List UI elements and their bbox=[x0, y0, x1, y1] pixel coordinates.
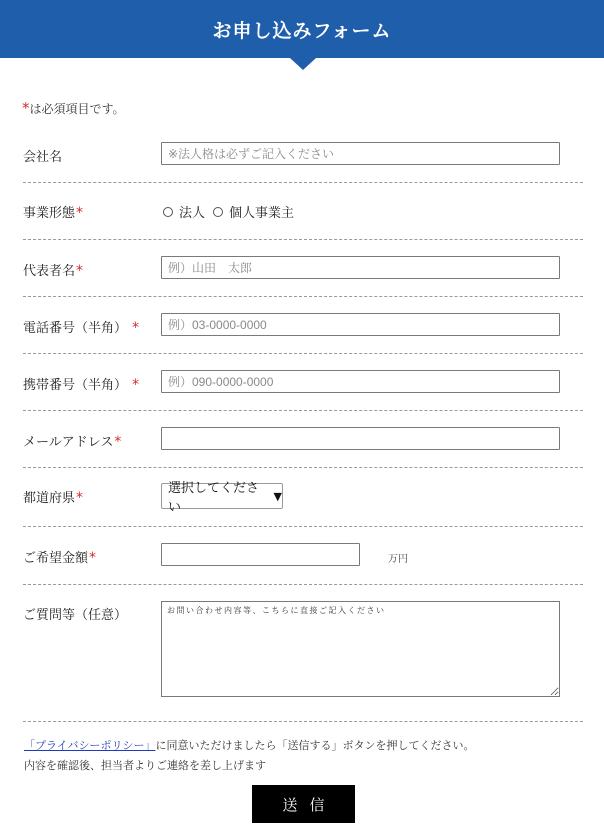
divider bbox=[23, 526, 583, 527]
divider bbox=[23, 182, 583, 183]
phone-label: 電話番号（半角） * bbox=[23, 320, 140, 336]
business-type-label: 事業形態* bbox=[23, 205, 84, 221]
amount-label: ご希望金額* bbox=[23, 550, 97, 566]
divider bbox=[23, 467, 583, 468]
mobile-input[interactable] bbox=[161, 370, 560, 393]
representative-input[interactable] bbox=[161, 256, 560, 279]
form-header bbox=[0, 0, 604, 58]
radio-sole-proprietor-label[interactable]: 個人事業主 bbox=[229, 206, 295, 221]
divider bbox=[23, 410, 583, 411]
divider bbox=[23, 353, 583, 354]
divider bbox=[23, 296, 583, 297]
privacy-policy-link[interactable]: 「プライバシーポリシー」 bbox=[24, 739, 156, 752]
amount-input[interactable] bbox=[161, 543, 360, 566]
company-input[interactable] bbox=[161, 142, 560, 165]
divider bbox=[23, 239, 583, 240]
page-title: お申し込みフォーム bbox=[212, 19, 392, 42]
chevron-down-icon: ▼ bbox=[273, 489, 282, 503]
privacy-consent-text bbox=[24, 737, 474, 753]
required-mark: * bbox=[22, 99, 30, 117]
required-note-text: は必須項目です。 bbox=[29, 102, 125, 116]
email-label: メールアドレス* bbox=[23, 434, 122, 450]
business-type-radio-group bbox=[163, 202, 302, 221]
representative-label: 代表者名* bbox=[23, 263, 84, 279]
prefecture-label: 都道府県* bbox=[23, 490, 84, 506]
radio-sole-proprietor[interactable] bbox=[213, 207, 223, 217]
mobile-label: 携帯番号（半角） * bbox=[23, 377, 140, 393]
company-label: 会社名 bbox=[23, 150, 63, 165]
header-arrow bbox=[290, 58, 316, 70]
required-note bbox=[22, 99, 125, 117]
question-label: ご質問等（任意） bbox=[23, 608, 128, 623]
submit-button[interactable]: 送信 bbox=[252, 785, 355, 823]
email-input[interactable] bbox=[161, 427, 560, 450]
contact-note: 内容を確認後、担当者よりご連絡を差し上げます bbox=[24, 759, 266, 772]
amount-unit: 万円 bbox=[388, 554, 408, 565]
radio-corporation-label[interactable]: 法人 bbox=[179, 206, 206, 221]
question-textarea[interactable] bbox=[161, 601, 560, 697]
prefecture-selected-value: 選択してください bbox=[168, 481, 260, 515]
radio-corporation[interactable] bbox=[163, 207, 173, 217]
prefecture-select[interactable] bbox=[161, 481, 283, 515]
divider bbox=[23, 721, 583, 722]
phone-input[interactable] bbox=[161, 313, 560, 336]
divider bbox=[23, 584, 583, 585]
privacy-agree-text: に同意いただけましたら「送信する」ボタンを押してください。 bbox=[155, 739, 475, 752]
